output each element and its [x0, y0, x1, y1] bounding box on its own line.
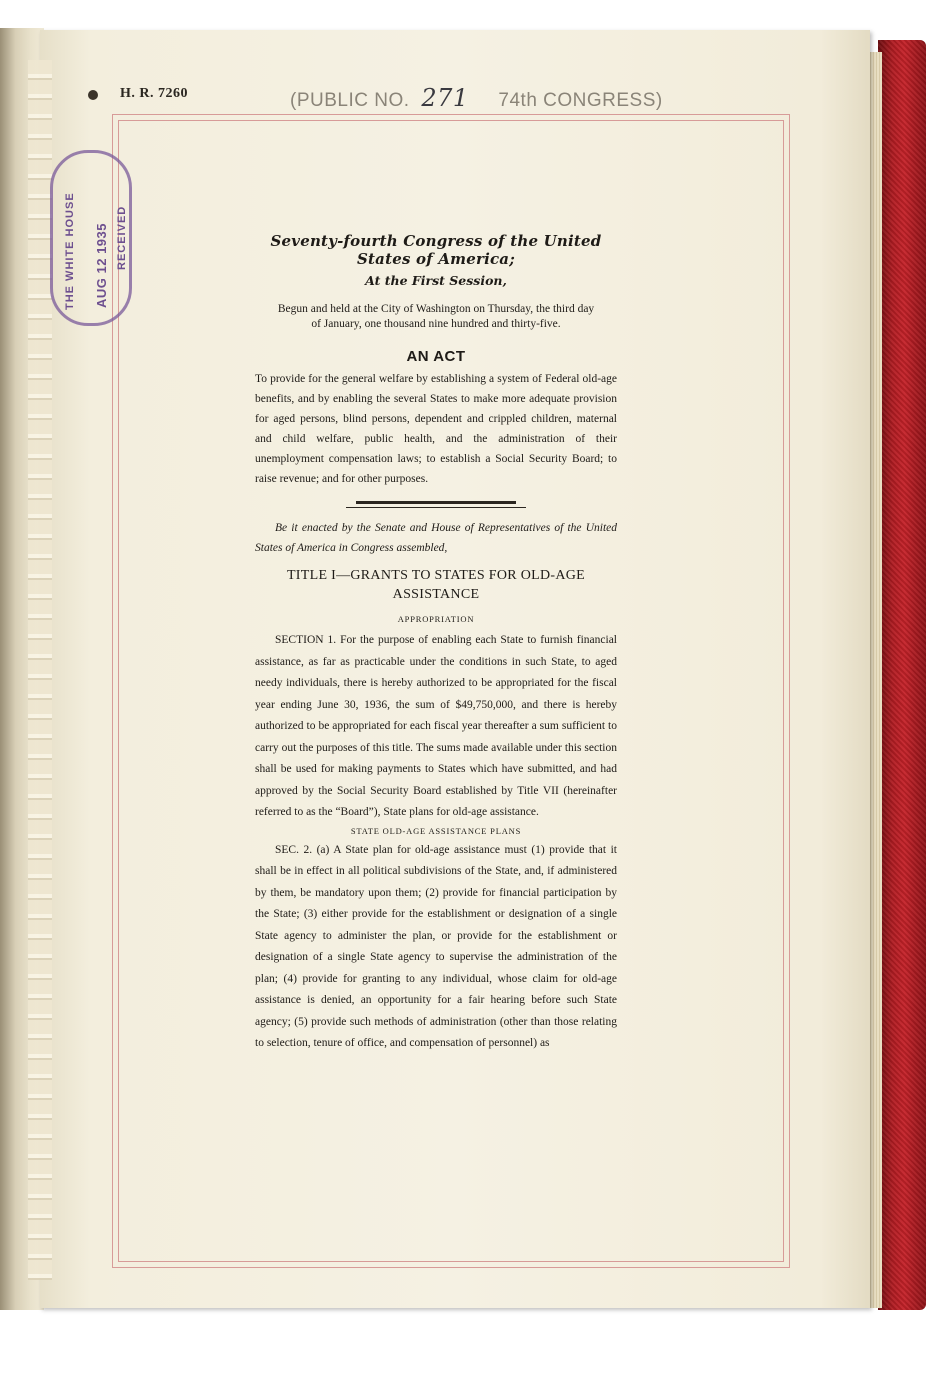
stamp-received: RECEIVED: [116, 205, 128, 270]
received-stamp-text: [50, 150, 126, 320]
document-content: [255, 232, 617, 1055]
section-2-text: SEC. 2. (a) A State plan for old-age assistance must (1) provide that it shall be in effect in all political subdivisions of the State, and, if administered by them, be mandatory upon them; (2) provide for financial participation by the State; (3) either provide for the establishment or designation of a single State agency to administer the plan, or provide for the establishment or designation of a single State agency to supervise the administration of the plan; (4) provide for granting to any individual, whose claim for old-age assistance is denied, an opportunity for a fair hearing before such State agency; (5) provide such methods of administration (other than those relating to selection, tenure of office, and compensation of personnel) as: [255, 843, 617, 1049]
page-edges: [868, 52, 882, 1308]
state-plans-heading: STATE OLD-AGE ASSISTANCE PLANS: [350, 825, 522, 836]
stitched-spine: [28, 60, 52, 1280]
stamp-date: AUG 12 1935: [94, 223, 109, 308]
bill-number: H. R. 7260: [120, 86, 188, 101]
section-1-text: SECTION 1. For the purpose of enabling each State to furnish financial assistance, as far as practicable under the conditions in such State, to aged needy individuals, there is hereby authorized to be appropriated for the fiscal year ending June 30, 1936, the sum of $49,750,000, and there is hereby authorized to be appropriated for each fiscal year thereafter a sum sufficient to carry out the purposes of this title. The sums made available under this section shall be used for making payments to States which have submitted, and had approved by the Social Security Board established by Title VII (hereinafter referred to as the “Board”), State plans for old-age assistance.: [255, 634, 617, 818]
act-purpose: To provide for the general welfare by establishing a system of Federal old-age benefits, and by enabling the several States to make more adequate provision for aged persons, blind persons, dependent and crippled children, maternal and child welfare, public health, and the administration of their unemployment compensation laws; to establish a Social Security Board; to raise revenue; and for other purposes.: [255, 373, 617, 485]
appropriation-heading: APPROPRIATION: [397, 614, 475, 624]
begun-statement: Begun and held at the City of Washington on Thursday, the third day of January, one thousand nine hundred and thirty-five.: [277, 303, 595, 330]
divider-thick: [356, 501, 516, 504]
divider-thin: [346, 507, 526, 508]
session-line: At the First Session,: [365, 273, 507, 288]
book-cover-red: [878, 40, 926, 1310]
stamp-line-white-house: THE WHITE HOUSE: [64, 192, 76, 310]
punch-hole: [88, 90, 98, 100]
enacting-clause: Be it enacted by the Senate and House of Representatives of the United States of America in Congress assembled,: [255, 522, 617, 554]
public-law-number: [290, 84, 663, 112]
public-no-label: (PUBLIC NO.: [290, 90, 410, 111]
act-heading: AN ACT: [406, 348, 466, 365]
title-i-heading: TITLE I—GRANTS TO STATES FOR OLD-AGE ASSISTANCE: [286, 568, 586, 602]
congress-title: Seventy-fourth Congress of the United States of America;: [270, 232, 602, 268]
congress-label: 74th CONGRESS): [498, 90, 663, 111]
public-no-value: 271: [421, 84, 469, 112]
